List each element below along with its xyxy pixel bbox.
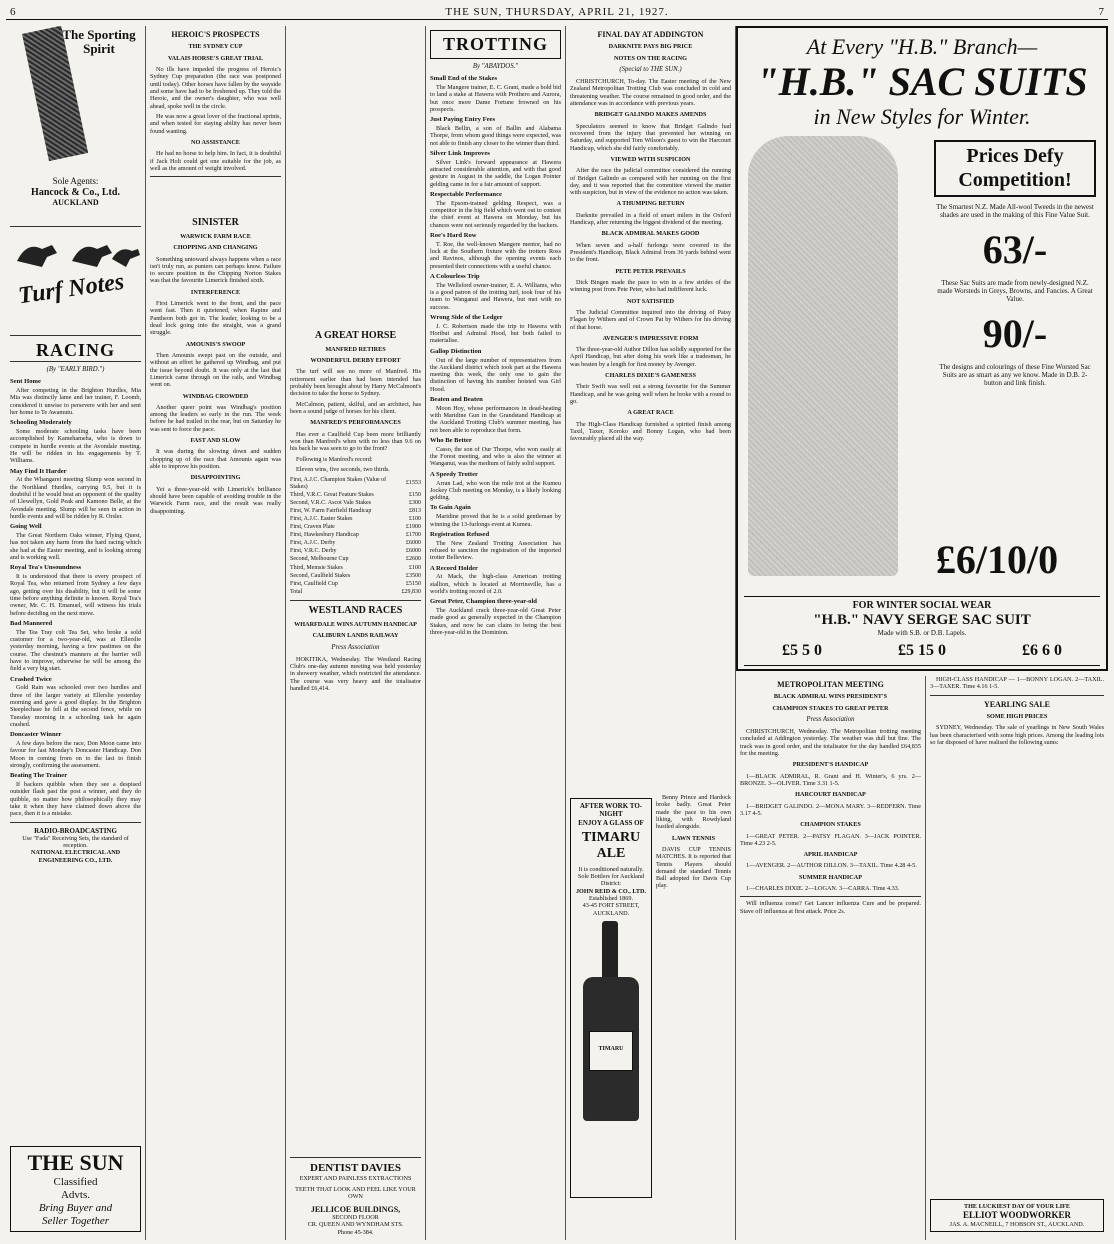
trotting-item-head: Great Peter, Champion three-year-old bbox=[430, 598, 537, 606]
suspicion-head: VIEWED WITH SUSPICION bbox=[610, 155, 691, 163]
record-row bbox=[290, 540, 421, 548]
sun-ad-line4: Seller Together bbox=[41, 1215, 110, 1228]
record-value: £5150 bbox=[406, 580, 421, 587]
lawn-head: LAWN TENNIS bbox=[671, 834, 716, 842]
record-race: First, W. Farm Fairfield Handicap bbox=[290, 507, 372, 514]
hb-desc3: The designs and colourings of these Fine Worsted Sac Suits are as smart as any we know. Made in D.B. 2-button and link finish. bbox=[939, 362, 1091, 388]
great-horse-text: The turf will see no more of Manfred. His retirement earlier than had been intended has probably been brought about by Harry McCalmont's decision to take the horse to Sydney. bbox=[290, 368, 421, 398]
sinister-title: SINISTER bbox=[192, 217, 239, 229]
record-row bbox=[290, 580, 421, 588]
record-row bbox=[290, 556, 421, 564]
racing-item-head: Schooling Moderately bbox=[10, 419, 72, 427]
influenza-ad: Will influenza come? Get Lancer influenza Cure and be prepared. Stave off influenza at first attack. Price 2s. bbox=[740, 896, 921, 915]
heroic-text2: He was now a great lover of the fractional sprints, and when tested for staying ability has never been found wanting. bbox=[150, 112, 281, 135]
trotting-byline: By "ABAYDOS." bbox=[472, 63, 519, 71]
avenger-text: The three-year-old Author Dillon has solidly supported for the April Handicap, but after doing his work like a tradesman, he was beaten by a length for first money by Avenger. bbox=[570, 346, 731, 368]
performances-head: MANFRED'S PERFORMANCES bbox=[310, 419, 401, 427]
great-race-text: The High-Class Handicap furnished a spirited finish among Taxil, Taxer, Koroko and Bonny Logan, who had been favourably placed all the way. bbox=[570, 420, 731, 443]
record-value: £100 bbox=[409, 564, 421, 571]
record-race: First, A.J.C. Champion Stakes (Value of Stakes) bbox=[290, 476, 387, 490]
trotting-item-head: Roe's Hard Row bbox=[430, 232, 477, 239]
pete-result-text: HIGH-CLASS HANDICAP — 1—BONNY LOGAN. 2—TAXIL. 3—TAXER. Time 4.16 1-5. bbox=[930, 676, 1104, 691]
westland-sub: WHARFDALE WINS AUTUMN HANDICAP bbox=[294, 621, 417, 629]
masthead bbox=[6, 6, 1108, 20]
metro-sub2: CHAMPION STAKES TO GREAT PETER bbox=[772, 704, 889, 712]
heroic-title: HEROIC'S PROSPECTS bbox=[171, 30, 260, 39]
manfred-record-table bbox=[290, 476, 421, 596]
trotting-item-head: A Colourless Trip bbox=[430, 273, 480, 281]
column-metropolitan bbox=[736, 676, 926, 1240]
trotting-item-text: The New Zealand Trotting Association has refused to sanction the registration of the imported trotter Belleview. bbox=[430, 539, 561, 562]
record-race: Second, V.R.C. Ascot Vale Stakes bbox=[290, 499, 372, 506]
ale-bottle-label: TIMARU bbox=[589, 1031, 633, 1071]
racing-byline: (By "EARLY BIRD.") bbox=[46, 366, 105, 374]
trotting-item-text: Arran Lad, who won the mile trot at the Kumeu Jockey Club meeting on Monday, is a likely looking gelding. bbox=[430, 479, 561, 502]
windbag-text: Another queer point was Windbag's position among the leaders so early in the run. The week before he had trailed in the rear, but on Saturday he was sent to force the pace. bbox=[150, 403, 281, 433]
ale-line2: ENJOY A GLASS OF bbox=[578, 818, 644, 827]
racing-items bbox=[10, 378, 141, 817]
result-head: PRESIDENT'S HANDICAP bbox=[792, 761, 869, 769]
westland-text: HOKITIKA, Wednesday. The Westland Racing Club's one-day autumn meeting was held yesterday in showery weather, which restricted the attendance. The course was very heavy and the totalisator handled £6,414. bbox=[290, 655, 421, 693]
ale-line3: It is conditioned naturally. bbox=[578, 865, 644, 873]
hb-price1: 63/- bbox=[982, 226, 1048, 272]
final-day-text: CHRISTCHURCH, To-day. The Easter meeting of the New Zealand Metropolitan Trotting Club was concluded in cold and threatening weather. The course remained in good order, and the attendance was in accordance with previous years. bbox=[570, 78, 731, 108]
record-race: First, Caulfield Cup bbox=[290, 580, 338, 587]
woodworker-address: JAS. A. MACNEILL, 7 HOBSON ST., AUCKLAND. bbox=[949, 1220, 1085, 1228]
column-yearling bbox=[926, 676, 1108, 1240]
record-row bbox=[290, 524, 421, 532]
result-head: SUMMER HANDICAP bbox=[798, 873, 863, 881]
sole-agents-label: Sole Agents: bbox=[52, 176, 99, 186]
record-race: First, V.R.C. Derby bbox=[290, 548, 337, 555]
sporting-spirit-title: The Sporting Spirit bbox=[62, 27, 136, 57]
amounis-head: AMOUNIS'S SWOOP bbox=[185, 340, 246, 348]
record-race: First, A.J.C. Derby bbox=[290, 540, 336, 547]
lawn-text: DAVIS CUP TENNIS MATCHES. It is reported that Tennis Players should demand the standard Tennis Ball adopted for Davis Cup play. bbox=[656, 845, 731, 890]
record-value: £150 bbox=[409, 491, 421, 498]
final-day-sub: DARKNITE PAYS BIG PRICE bbox=[608, 43, 693, 51]
trotting-item-head: Gallop Distinction bbox=[430, 347, 482, 355]
result-text: 1—AVENGER. 2—AUTHOR DILLON. 3—TAXIL. Time 4.28 4-5. bbox=[746, 862, 917, 870]
dentist-phone: Phone 45-384. bbox=[337, 1228, 374, 1236]
record-value: £1553 bbox=[406, 480, 421, 487]
racing-item-text: If backers quibble when they see a despised outsider flash past the post a winner, and they do quibble, no matter how philosophically they may take it when they have claimed down above the pace, then it is a mistake. bbox=[10, 780, 141, 818]
final-day-sub2: NOTES ON THE RACING bbox=[614, 54, 687, 62]
hb-made: Made with S.B. or D.B. Lapels. bbox=[877, 629, 967, 638]
racing-item-head: Going Well bbox=[10, 523, 42, 531]
trotting-item-head: Who Be Better bbox=[430, 437, 472, 445]
great-horse-title: A GREAT HORSE bbox=[314, 330, 397, 341]
record-row bbox=[290, 491, 421, 499]
result-head: APRIL HANDICAP bbox=[803, 851, 858, 859]
racing-item-head: Royal Tea's Unsoundness bbox=[10, 564, 82, 572]
dentist-addr2: SECOND FLOOR bbox=[332, 1214, 379, 1222]
trotting-item-head: Wrong Side of the Ledger bbox=[430, 314, 503, 322]
trotting-title: TROTTING bbox=[430, 30, 561, 59]
trotting-item-text: Silver Link's forward appearance at Hawera attracted considerable attention, and with that good gesture in August in the saddle, the Logan Pointer gelding came in for a fair amount of support. bbox=[430, 158, 561, 188]
hb-prices-box bbox=[934, 140, 1096, 197]
trotting-item-head: A Record Holder bbox=[430, 564, 478, 572]
ale-line1: AFTER WORK TO-NIGHT bbox=[579, 802, 643, 819]
result-text: 1—GREAT PETER. 2—PATSY FLAGAN. 3—JACK POINTER. Time 4.23 2-5. bbox=[740, 832, 921, 847]
hb-prices1: Prices Defy bbox=[966, 144, 1064, 167]
sole-agents-name: Hancock & Co., Ltd. bbox=[31, 186, 120, 198]
trotting-item-text: At Mack, the high-class American trotting stallion, which is located at Morrinsville, has a world's trotting record of 2.0. bbox=[430, 573, 561, 595]
racing-item-head: Beating The Trainer bbox=[10, 772, 68, 780]
admiral-text: When seven and a-half furlongs were covered in the President's Handicap, Black Admiral from 36 yards behind went to the front. bbox=[570, 241, 731, 264]
final-day-byline: (Special to THE SUN.) bbox=[619, 66, 682, 74]
trotting-item-text: Casso, the son of Our Thorpe, who won easily at the Forest meeting, and who is also the winner at Wanganui, was the medium of fairly solid support. bbox=[430, 445, 561, 468]
ale-line4: Sole Bottlers for Auckland District: bbox=[577, 873, 645, 888]
woodworker-ad bbox=[930, 1199, 1104, 1232]
heroic-text: No ills have impeded the progress of Heroic's Sydney Cup preparation (the race was postponed until today). Other horses have fallen by the wayside and some have had to be freshened up. They told the Heroic, and the owner's daughter, who was well ahead, spoke well in the circle. bbox=[150, 66, 281, 110]
thumping-text: Darknite prevailed in a field of smart milers in the Oxford Handicap, after returning the biggest dividend of the meeting. bbox=[570, 211, 731, 227]
racing-item-text: The Great Northern Oaks winner, Flying Quest, has not taken any harm from the hard racing which she had at the Easter meeting, and is looking strong and is working well. bbox=[10, 532, 141, 561]
record-row bbox=[290, 499, 421, 507]
hb-line1: At Every "H.B." Branch— bbox=[806, 34, 1038, 59]
yearling-sub: SOME HIGH PRICES bbox=[986, 713, 1048, 721]
great-horse-text2: McCalmon, patient, skilful, and an architect, has been a sound judge of horses for his client. bbox=[290, 400, 421, 415]
trotting-item-text: J. C. Robertson made the trip to Hawera with Horibut and Admiral Hood, but both failed to materialise. bbox=[430, 322, 561, 345]
hb-navy: "H.B." NAVY SERGE SAC SUIT bbox=[813, 611, 1031, 628]
hb-factory bbox=[744, 665, 1100, 671]
suspicion-text: After the race the judicial committee considered the running of Bridget Galindo as compared with her running on the first day, and it was reported that the committee viewed the matter with suspicion, but in view of the evidence no action was taken. bbox=[570, 167, 731, 197]
no-assistance-head: NO ASSISTANCE bbox=[191, 138, 240, 146]
metro-sub: BLACK ADMIRAL WINS PRESIDENT'S bbox=[773, 693, 888, 701]
trotting-item-head: Small End of the Stakes bbox=[430, 75, 498, 83]
record-row bbox=[290, 476, 421, 491]
hb-line2: "H.B." SAC SUITS bbox=[756, 58, 1088, 104]
hb-prices2: Competition! bbox=[958, 168, 1072, 191]
trotting-item-head: To Gain Again bbox=[430, 504, 471, 512]
record-race: Second, Caulfield Stakes bbox=[290, 572, 351, 579]
hb-desc1: The Smartest N.Z. Made All-wool Tweeds in the newest shades are used in the making of this Fine Value Suit. bbox=[936, 203, 1094, 220]
result-text: 1—BLACK ADMIRAL, R. Grant and H. Winter's, 6 yrs. 2—BRONZE. 3—OLIVER. Time 3.31 1-5. bbox=[740, 772, 921, 787]
newspaper-dateline: THE SUN, THURSDAY, APRIL 21, 1927. bbox=[445, 6, 669, 18]
page-number-right: 7 bbox=[1098, 6, 1104, 18]
metro-title: METROPOLITAN MEETING bbox=[777, 680, 884, 689]
sun-ad-line1: Classified bbox=[53, 1176, 98, 1189]
result-head: CHAMPION STAKES bbox=[800, 821, 861, 829]
westland-sub2: CALIBURN LANDS RAILWAY bbox=[312, 632, 399, 640]
hb-desc2: These Sac Suits are made from newly-designed N.Z. made Worsteds in Greys, Browns, and Fancies. A Great Value. bbox=[937, 278, 1093, 304]
trotting-items bbox=[430, 75, 561, 636]
racing-item-text: After competing in the Brighton Hurdles, Mia Mia was distinctly lame and her trainer, F. Loomb, considered it unwise to persevere with her and sent her home to Te Awamutu. bbox=[10, 387, 141, 416]
heroic-sub2: VALAIS HORSE'S GREAT TRIAL bbox=[168, 54, 263, 62]
record-row bbox=[290, 548, 421, 556]
radio-text: Use "Fada" Receiving Sets, the standard of reception. bbox=[22, 834, 129, 850]
metro-byline: Press Association bbox=[806, 716, 855, 724]
peter-text: Dick Bingen made the pace to win in a few strides of the winning post from Pete Peter, who had indifferent luck. bbox=[570, 278, 731, 294]
disappointing-head: DISAPPOINTING bbox=[190, 474, 241, 482]
record-race: Third, V.R.C. Great Feature Stakes bbox=[290, 491, 374, 498]
bridget-head: BRIDGET GALINDO MAKES AMENDS bbox=[594, 111, 707, 119]
peter-head: PETE PETER PREVAILS bbox=[615, 267, 686, 275]
record-value: £2600 bbox=[406, 556, 421, 563]
radio-ad bbox=[10, 827, 141, 865]
hb-man-illustration bbox=[748, 136, 898, 576]
dixie-text: Their Swift was well out a strong favourite for the Summer Handicap, and he was going well when he broke with a round to go. bbox=[570, 383, 731, 406]
sun-classified-ad bbox=[10, 1146, 141, 1232]
dixie-head: CHARLES DIXIE'S GAMENESS bbox=[605, 372, 696, 380]
trotting-item-text: T. Roe, the well-known Mangere mentor, had no luck at the Southern fixture with the trotters Ross and Ravinos, although the opening events each presented their connections with a useful chance. bbox=[430, 240, 561, 270]
ale-brand: TIMARU ALE bbox=[581, 829, 641, 862]
record-race: First, Hawkesbury Handicap bbox=[290, 532, 359, 539]
trotting-item-head: Just Paying Entry Fees bbox=[430, 116, 496, 124]
racing-item-text: A few days before the race, Don Moon came into favour for last Monday's Doncaster Handicap. Don Moon in coming from on to the last to finish strongly, confirming the assessment. bbox=[10, 739, 141, 769]
westland-title: WESTLAND RACES bbox=[308, 605, 403, 617]
record-value: £300 bbox=[409, 499, 421, 506]
satisfied-head: NOT SATISFIED bbox=[626, 297, 675, 305]
dentist-addr3: CR. QUEEN AND WYNDHAM STS. bbox=[307, 1221, 404, 1229]
interference-head: INTERFERENCE bbox=[190, 288, 241, 296]
hb-price3: £6/10/0 bbox=[935, 536, 1059, 582]
trotting-item-text: Maridine proved that he is a solid gentleman by winning the 13-furlongs event at Kumeu. bbox=[430, 513, 561, 528]
trotting-item-head: Registration Refused bbox=[430, 530, 490, 538]
metro-text: CHRISTCHURCH, Wednesday. The Metropolitan trotting meeting concluded at Addington yesterday. The weather was dull but fine. The track was in good order, and the totalisator for the day handled £64,835 for the meeting. bbox=[740, 728, 921, 758]
yearling-text: SYDNEY, Wednesday. The sale of yearlings in New South Wales has been characterised with some high prices. Among the leading lots so far disposed of have realised the following sums: bbox=[930, 724, 1104, 746]
record-race: Total bbox=[290, 588, 303, 595]
column-addington bbox=[566, 26, 736, 1240]
final-day-title: FINAL DAY AT ADDINGTON bbox=[597, 30, 704, 39]
racing-item-head: Sent Home bbox=[10, 378, 41, 386]
trotting-item-text: Black Bellin, a son of Ballin and Alabama Thorpe, from whom good things were expected, was not able to finish any closer to the winner than third. bbox=[430, 125, 561, 147]
record-sub: Eleven wins, five seconds, two thirds. bbox=[296, 465, 390, 473]
column-heroic bbox=[146, 26, 286, 1240]
record-value: £6000 bbox=[406, 540, 421, 547]
great-horse-sub: MANFRED RETIRES bbox=[325, 345, 386, 353]
sole-agents-city: AUCKLAND bbox=[52, 198, 99, 208]
record-race: First, Craven Plate bbox=[290, 524, 335, 531]
thumping-head: A THUMPING RETURN bbox=[616, 200, 685, 208]
great-horse-sub2: WONDERFUL DERBY EFFORT bbox=[310, 357, 401, 365]
hb-price2: 90/- bbox=[982, 310, 1048, 356]
hb-navy-price1: £5 5 0 bbox=[782, 641, 822, 659]
racing-item-text: Some moderate schooling tasks have been accomplished by Kamehameha, who is down to compete in hurdle events at the Avondale meeting. He will be ridden in his engagements by T. Williams. bbox=[10, 428, 141, 465]
trotting-item-text: Moon Hoy, whose performances in dead-heating with Maridine Gun in the Grandstand Handicap at the Auckland Trotting Club's summer meeting, has not been able to reproduce that form. bbox=[430, 404, 561, 434]
no-assistance-text: He had no horse to help him. In fact, it is doubtful if Jack Holt could get one suitable for the job, as well as the amount of weight involved. bbox=[150, 150, 281, 172]
sun-ad-line3: Bring Buyer and bbox=[38, 1202, 113, 1215]
record-row bbox=[290, 532, 421, 540]
fast-slow-head: FAST AND SLOW bbox=[190, 437, 241, 445]
racing-item-head: Bad Mannered bbox=[10, 619, 53, 627]
yearling-title: YEARLING SALE bbox=[983, 699, 1050, 709]
racing-item-text: The Tea Tray colt Tea Set, who broke a sold customer for a two-year-old, was at Ellerslie yesterday morning, having a few pastimes on the course. The chestnut's manners at the barrier will have to improve, otherwise he will be among the field a very big start. bbox=[10, 628, 141, 673]
great-race-head: A GREAT RACE bbox=[627, 409, 674, 417]
record-value: £813 bbox=[409, 507, 421, 514]
trotting-item-text: The Mangere trainer, E. C. Grant, made a bold bid to land a stake at Hawera with Prothero and Aurora, but once more Dame Fortune frowned on his prospects. bbox=[430, 84, 561, 113]
racing-item-text: Gold Rain was schooled over two hurdles and three of the larger variety at Ellerslie yesterday morning and gave a good display. In the Brighton Steeplechase he fell at the second fence, while on Tuesday morning in a schooling task he again crashed. bbox=[10, 684, 141, 728]
amounis-text: Then Amounis swept past on the outside, and without an effort he gathered up Windbag, and put the issue beyond doubt. It was only at the last that Limerick came through on the rails, and Windbag went on. bbox=[150, 351, 281, 389]
sporting-spirit-ad bbox=[10, 26, 141, 226]
ale-line6: Established 1869. bbox=[589, 895, 633, 903]
trotting-item-text: The Epsom-trained gelding Respect, was a competitor in the big field which went out to contest the chief event at Hawera on Monday, but his chances were not seriously regarded by the backers. bbox=[430, 199, 561, 229]
turf-notes-banner bbox=[10, 226, 141, 336]
trotting-item-head: Respectable Performance bbox=[430, 190, 502, 198]
interference-text: First Limerick went to the front, and the pace went fast. Then it quietened, when Rapine and Pantheon both got in. The leader, looking to be a dead lock going into the straight, was a grand struggle. bbox=[150, 300, 281, 337]
admiral-head: BLACK ADMIRAL MAKES GOOD bbox=[601, 230, 700, 238]
trotting-item-text: The Wellsford owner-trainer, E. A. Williams, who is a good patron of the trotting turf, took four of his team to Wanganui and Hawera, but met with no success. bbox=[430, 281, 561, 311]
trotting-item-text: Out of the large number of representatives from the Auckland district which took part at the Hawera meeting this week, the only one to gain the distinction of having his number hoisted was Girl Hood. bbox=[430, 356, 561, 393]
turf-notes-title: Turf Notes bbox=[16, 268, 126, 310]
record-value: £3500 bbox=[406, 572, 421, 579]
hb-navy-price3: £6 6 0 bbox=[1022, 641, 1062, 659]
ale-bottle-image bbox=[576, 921, 646, 1121]
trotting-item-head: A Speedy Trotter bbox=[430, 470, 478, 478]
trotting-item-head: Beaten and Beaten bbox=[430, 396, 483, 404]
trotting-item-head: Silver Link Improves bbox=[430, 149, 490, 157]
avenger-head: AVENGER'S IMPRESSIVE FORM bbox=[602, 334, 699, 342]
dentist-title: DENTIST DAVIES bbox=[310, 1161, 401, 1174]
racing-title: RACING bbox=[10, 340, 141, 362]
radio-title: RADIO-BROADCASTING bbox=[34, 826, 117, 835]
disappointing-text: Yet a three-year-old with Limerick's brilliance should have been capable of avoiding trouble in the Warwick Farm race, and the result was really disappointing. bbox=[150, 485, 281, 515]
record-value: £100 bbox=[409, 516, 421, 523]
record-title: Following is Manfred's record: bbox=[296, 455, 373, 463]
satisfied-text: The Judicial Committee inquired into the driving of Patsy Flagan by Withers and of Crown Pat by Withers for his driving of that horse. bbox=[570, 308, 731, 331]
record-race: Second, Melbourne Cup bbox=[290, 556, 349, 563]
fast-slow-text: It was during the slowing down and sudden chopping up of the race that Amounis again was able to improve his position. bbox=[150, 448, 281, 471]
racing-item-text: It is understood that there is every prospect of Royal Tea, who returned from Sydney a few days ago, getting over his disability, but it will be some time before anything definite is known. Royal Tea's owner, Mr. C. H. Emanuel, will witness his trials before deciding on the next move. bbox=[10, 573, 141, 617]
windbag-head: WINDBAG CROWDED bbox=[182, 392, 249, 400]
dentist-text2: TEETH THAT LOOK AND FEEL LIKE YOUR OWN bbox=[295, 1186, 416, 1201]
record-row bbox=[290, 572, 421, 580]
racing-item-head: Doncaster Winner bbox=[10, 731, 62, 739]
sinister-sub2: CHOPPING AND CHANGING bbox=[173, 244, 258, 252]
bridget-text: Speculators seemed to know that Bridget Galindo had recovered from the injury that prevented her winning on Saturday, and supported Tom Wilson's guest to win the Harcourt Handicap, which she did fairly comfortably. bbox=[570, 122, 731, 152]
record-value: £1700 bbox=[406, 532, 421, 539]
horse-racing-icon bbox=[12, 231, 142, 271]
timaru-ale-ad bbox=[570, 798, 652, 1198]
record-race: First, A.J.C. Easter Stakes bbox=[290, 516, 353, 523]
result-text: 1—BRIDGET GALINDO. 2—MONA MARY. 3—REDFERN. Time 3.17 4-5. bbox=[740, 802, 921, 817]
lucky-day: THE LUCKIEST DAY OF YOUR LIFE bbox=[963, 1202, 1071, 1210]
dentist-ad bbox=[290, 1157, 421, 1236]
ale-line5: JOHN REID & CO., LTD. bbox=[575, 887, 647, 895]
record-value: £1900 bbox=[406, 524, 421, 531]
woodworker-name: ELLIOT WOODWORKER bbox=[963, 1210, 1071, 1221]
record-race: Third, Memsie Stakes bbox=[290, 564, 343, 571]
record-value: £29,830 bbox=[401, 588, 421, 595]
hb-social: FOR WINTER SOCIAL WEAR bbox=[744, 596, 1100, 612]
westland-byline: Press Association bbox=[331, 643, 380, 651]
record-value: £6000 bbox=[406, 548, 421, 555]
performances-text: Has ever a Caulfield Cup been more brilliantly won than Manfred's when with no less than 9.6 on his back he was seen to go to the front? bbox=[290, 430, 421, 453]
sun-ad-title: THE SUN bbox=[27, 1150, 124, 1176]
page-number: 6 bbox=[10, 6, 16, 18]
ale-line7: 43-45 FORT STREET, AUCKLAND. bbox=[582, 902, 640, 917]
hb-line3: in New Styles for Winter. bbox=[813, 103, 1031, 129]
record-row bbox=[290, 507, 421, 515]
racing-item-head: Crashed Twice bbox=[10, 675, 52, 683]
record-row bbox=[290, 588, 421, 596]
heroic-sub: THE SYDNEY CUP bbox=[188, 43, 243, 51]
sinister-text: Something untoward always happens when a race isn't truly run, as punters can perhaps know. Failure to secure position in the Chipping Norton Stakes was that the favourite Limerick finished sixth. bbox=[150, 255, 281, 285]
record-row bbox=[290, 516, 421, 524]
hb-navy-price2: £5 15 0 bbox=[898, 641, 946, 659]
dentist-text: EXPERT AND PAINLESS EXTRACTIONS bbox=[299, 1174, 412, 1182]
hb-sac-suits-ad bbox=[736, 26, 1108, 671]
dentist-addr1: JELLICOE BUILDINGS, bbox=[310, 1204, 401, 1214]
radio-company: NATIONAL ELECTRICAL AND ENGINEERING CO., LTD. bbox=[30, 849, 121, 864]
trotting-item-text: The Auckland crack three-year-old Great Peter made good as generally expected in the Champion Stakes, and now he can claim to being the best three-year-old in the Dominion. bbox=[430, 607, 561, 636]
column-great-horse bbox=[286, 26, 426, 1240]
prince-text: Benny Prince and Hardock broke badly. Great Peter made the pace to his own liking, with Rowdyland hustled alongside. bbox=[656, 794, 731, 831]
sun-ad-line2: Advts. bbox=[60, 1189, 91, 1202]
column-racing bbox=[6, 26, 146, 1240]
sinister-sub: WARWICK FARM RACE bbox=[180, 232, 251, 240]
racing-item-text: At the Whangarei meeting Slump won second in the Northland Hurdles, carrying 9.5, but it is doubtful if he would beat an opponent of the quality of Llewellyn, Gold Peak and Kamono Belle, at the Avondale meeting. Slump will be seen in action in hurdle events and will be ridden by R. Orsler. bbox=[10, 476, 141, 520]
result-text: 1—CHARLES DIXIE. 2—LOGAN. 3—CARRA. Time 4.33. bbox=[746, 885, 900, 893]
column-trotting bbox=[426, 26, 566, 1240]
result-head: HARCOURT HANDICAP bbox=[795, 791, 866, 799]
record-row bbox=[290, 564, 421, 572]
racing-item-head: May Find It Harder bbox=[10, 467, 67, 475]
col5-right-text bbox=[656, 794, 731, 1236]
